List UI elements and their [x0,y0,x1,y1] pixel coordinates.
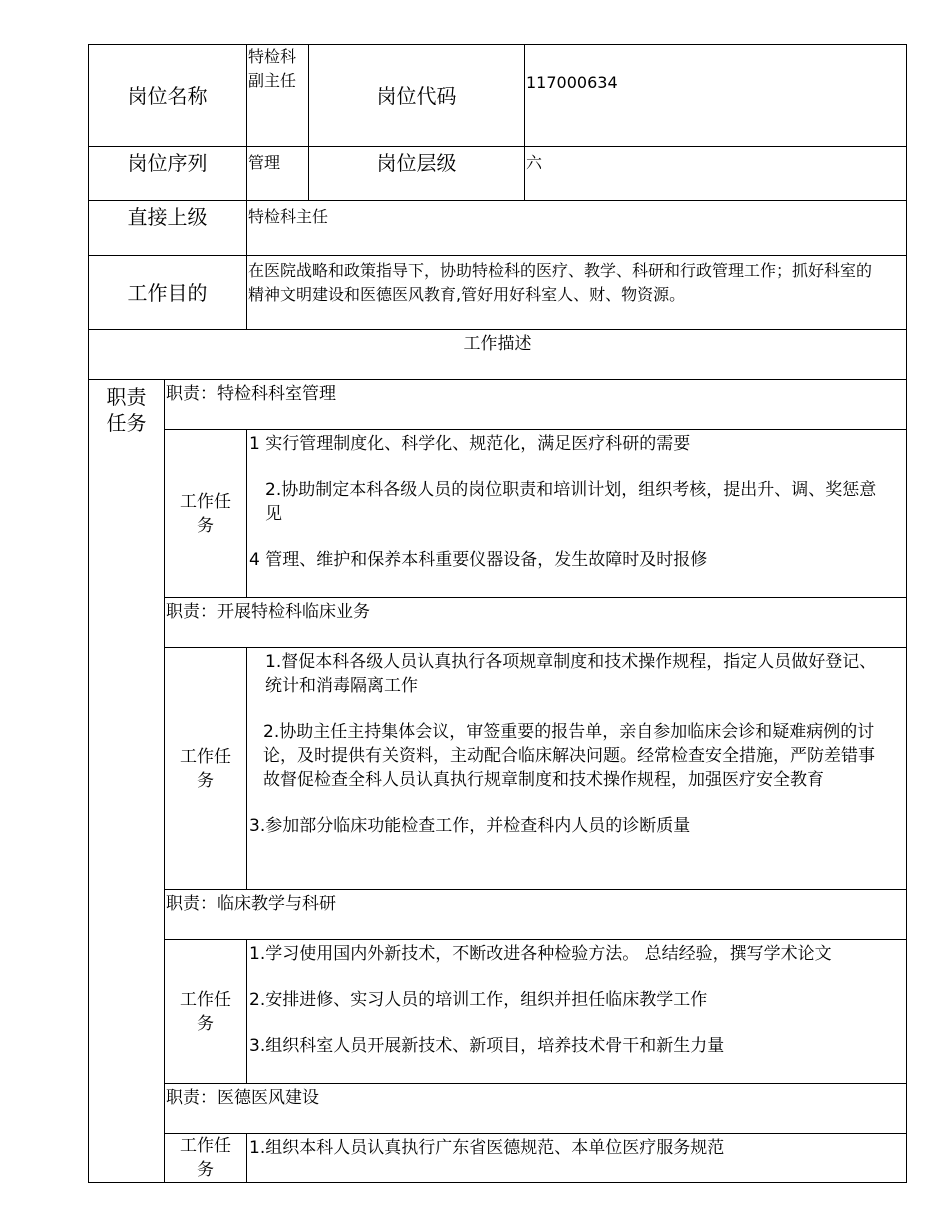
task-item: 3.组织科室人员开展新技术、新项目，培养技术骨干和新生力量 [249,1036,725,1056]
post-code-label: 岗位代码 [309,45,525,147]
task-label-text: 工作任务 [180,491,231,536]
post-name-label: 岗位名称 [89,45,247,147]
section-title: 工作描述 [89,330,907,380]
task-list [247,648,907,890]
task-item: 1.组织本科人员认真执行广东省医德规范、本单位医疗服务规范 [249,1138,725,1158]
superior-value: 特检科主任 [247,201,907,256]
duty-title: 职责：特检科科室管理 [165,380,907,430]
task-label-text: 工作任务 [180,1136,231,1180]
task-item: 1.督促本科各级人员认真执行各项规章制度和技术操作规程，指定人员做好登记、统计和消毒隔离工作 [265,652,877,696]
task-item: 3.参加部分临床功能检查工作，并检查科内人员的诊断质量 [249,816,691,836]
task-list [247,940,907,1084]
post-series-label: 岗位序列 [89,147,247,201]
superior-label: 直接上级 [89,201,247,256]
post-series-value: 管理 [247,147,309,201]
task-label [165,1134,247,1183]
duty-task-label-text: 职责任务 [106,385,147,435]
task-label-text: 工作任务 [180,746,231,791]
task-label [165,430,247,598]
duty-task-label [89,380,165,1183]
job-description-document [88,44,906,1180]
duty-title: 职责：医德医风建设 [165,1084,907,1134]
purpose-value: 在医院战略和政策指导下，协助特检科的医疗、教学、科研和行政管理工作；抓好科室的精神文明建设和医德医风教育,管好用好科室人、财、物资源。 [247,256,907,330]
post-level-label: 岗位层级 [309,147,525,201]
duty-title: 职责：开展特检科临床业务 [165,598,907,648]
task-item: 1.学习使用国内外新技术，不断改进各种检验方法。 总结经验，撰写学术论文 [249,944,832,964]
purpose-label: 工作目的 [89,256,247,330]
task-list [247,1134,907,1183]
task-label [165,648,247,890]
task-item: 2.协助主任主持集体会议，审签重要的报告单，亲自参加临床会诊和疑难病例的讨论，及时提供有关资料，主动配合临床解决问题。经常检查安全措施，严防差错事故督促检查全科人员认真执行规章制度和技术操作规程，加强医疗安全教育 [263,722,875,790]
task-list [247,430,907,598]
task-item: 2.安排进修、实习人员的培训工作，组织并担任临床教学工作 [249,990,708,1010]
duty-title: 职责：临床教学与科研 [165,890,907,940]
task-item: 1 实行管理制度化、科学化、规范化，满足医疗科研的需要 [249,434,691,454]
post-name-value: 特检科副主任 [247,45,309,147]
task-label-text: 工作任务 [180,989,231,1034]
post-level-value: 六 [525,147,907,201]
task-item: 4 管理、维护和保养本科重要仪器设备，发生故障时及时报修 [249,550,708,570]
job-description-table [88,44,907,1183]
task-item: 2.协助制定本科各级人员的岗位职责和培训计划，组织考核，提出升、调、奖惩意见 [265,480,877,524]
post-code-value: 117000634 [525,45,907,147]
task-label [165,940,247,1084]
